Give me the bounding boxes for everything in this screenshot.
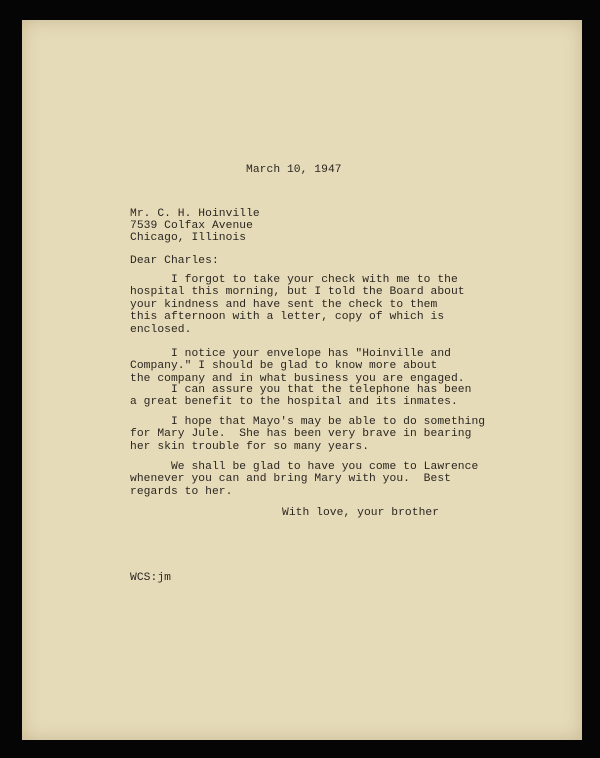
body-paragraph-5: We shall be glad to have you come to Lawrence whenever you can and bring Mary with you. Best regards to her.	[130, 461, 479, 498]
typist-initials: WCS:jm	[130, 572, 171, 584]
body-paragraph-2: I notice your envelope has "Hoinville and Company." I should be glad to know more about the company and in what business you are engaged.	[130, 348, 465, 385]
salutation: Dear Charles:	[130, 255, 219, 267]
recipient-street: 7539 Colfax Avenue	[130, 220, 253, 232]
body-paragraph-3: I can assure you that the telephone has been a great benefit to the hospital and its inmates.	[130, 384, 472, 409]
closing: With love, your brother	[282, 507, 440, 519]
body-paragraph-4: I hope that Mayo's may be able to do something for Mary Jule. She has been very brave in bearing her skin trouble for so many years.	[130, 416, 486, 453]
recipient-name: Mr. C. H. Hoinville	[130, 208, 260, 220]
letter-date: March 10, 1947	[246, 164, 342, 176]
body-paragraph-1: I forgot to take your check with me to the hospital this morning, but I told the Board about your kindness and have sent the check to them this afternoon with a letter, copy of which is enclosed.	[130, 274, 465, 336]
recipient-city: Chicago, Illinois	[130, 232, 247, 244]
